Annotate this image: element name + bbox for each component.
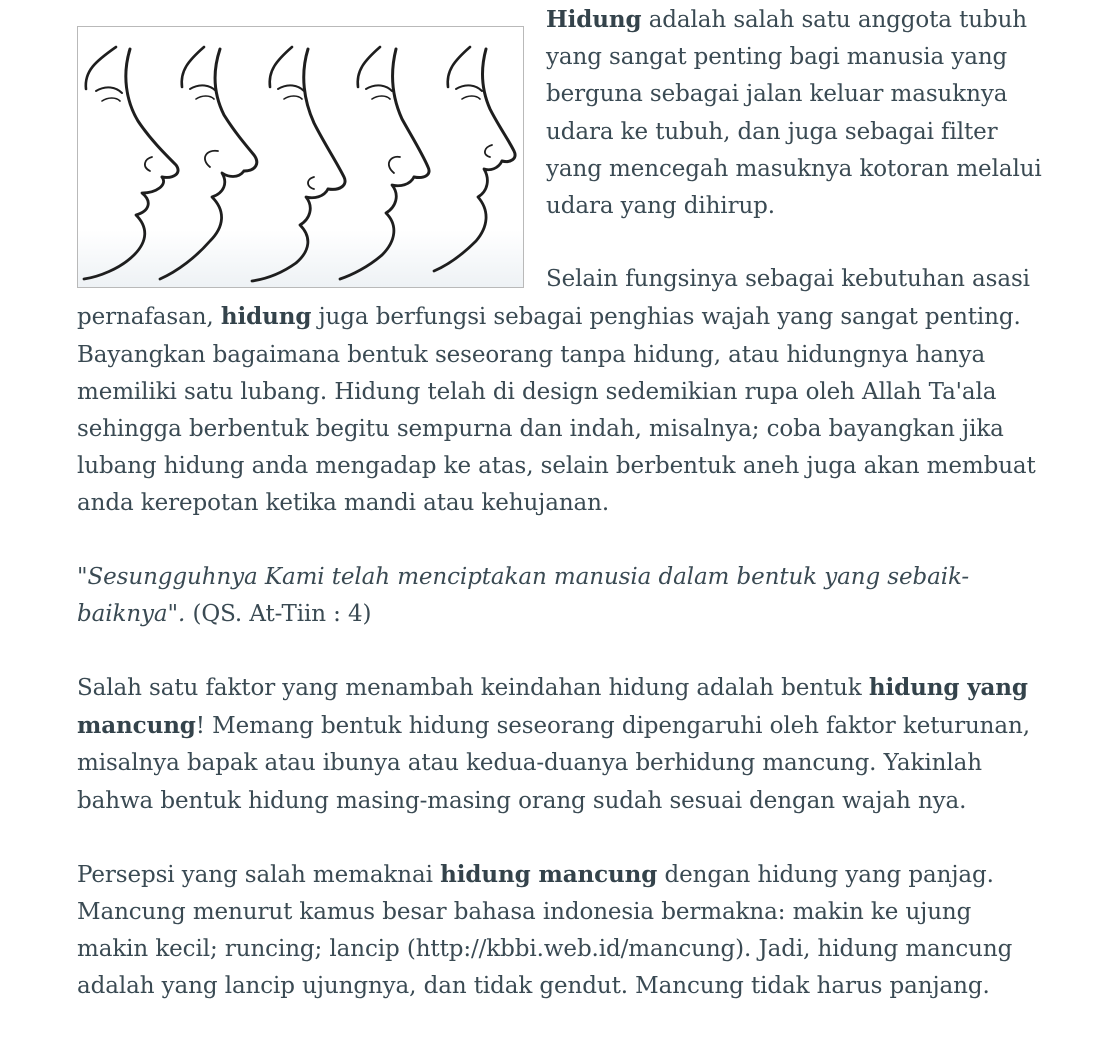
quote-citation: (QS. At-Tiin : 4) xyxy=(185,600,372,627)
nose-profile-3 xyxy=(252,47,345,281)
nose-profile-4 xyxy=(340,47,429,279)
quran-quote: "Sesungguhnya Kami telah menciptakan manusia dalam bentuk yang sebaik-baiknya". xyxy=(77,563,970,627)
nose-profile-5 xyxy=(434,47,515,271)
paragraph-function: Selain fungsinya sebagai kebutuhan asasi pernafasan, hidung juga berfungsi sebagai penghias wajah yang sangat penting. Bayangkan bagaimana bentuk seseorang tanpa hidung, atau hidungnya hanya memiliki satu lubang. Hidung telah di design sedemikian rupa oleh Allah Ta'ala sehingga berbentuk begitu sempurna dan indah, misalnya; coba bayangkan jika lubang hidung anda mengadap ke atas, selain berbentuk aneh juga akan membuat anda kerepotan ketika mandi atau kehujanan. xyxy=(77,266,1036,517)
paragraph-perception: Persepsi yang salah memaknai hidung mancung dengan hidung yang panjag. Mancung menurut kamus besar bahasa indonesia bermakna: makin ke ujung makin kecil; runcing; lancip (http://kbbi.web.id/mancung). Jadi, hidung mancung adalah yang lancip ujungnya, dan tidak gendut. Mancung tidak harus panjang. xyxy=(77,860,1013,1000)
nose-profiles-illustration xyxy=(78,27,523,287)
bold-term: hidung mancung xyxy=(440,860,658,888)
bold-term: hidung yang mancung xyxy=(77,674,1028,740)
nose-profile-1 xyxy=(84,47,178,279)
paragraph-beauty: Salah satu faktor yang menambah keindahan hidung adalah bentuk hidung yang mancung! Memang bentuk hidung seseorang dipengaruhi oleh faktor keturunan, misalnya bapak atau ibunya atau kedua-duanya berhidung mancung. Yakinlah bahwa bentuk hidung masing-masing orang sudah sesuai dengan wajah nya. xyxy=(77,674,1030,814)
bold-term: hidung xyxy=(220,303,312,331)
bold-term: Hidung xyxy=(546,6,642,33)
paragraph-intro: Hidung adalah salah satu anggota tubuh yang sangat penting bagi manusia yang berguna sebagai jalan keluar masuknya udara ke tubuh, dan juga sebagai filter yang mencegah masuknya kotoran melalui udara yang dihirup. xyxy=(546,6,1042,220)
article-body xyxy=(77,0,1043,1042)
nose-profiles-image xyxy=(77,26,524,288)
paragraph-quote xyxy=(77,559,1043,633)
